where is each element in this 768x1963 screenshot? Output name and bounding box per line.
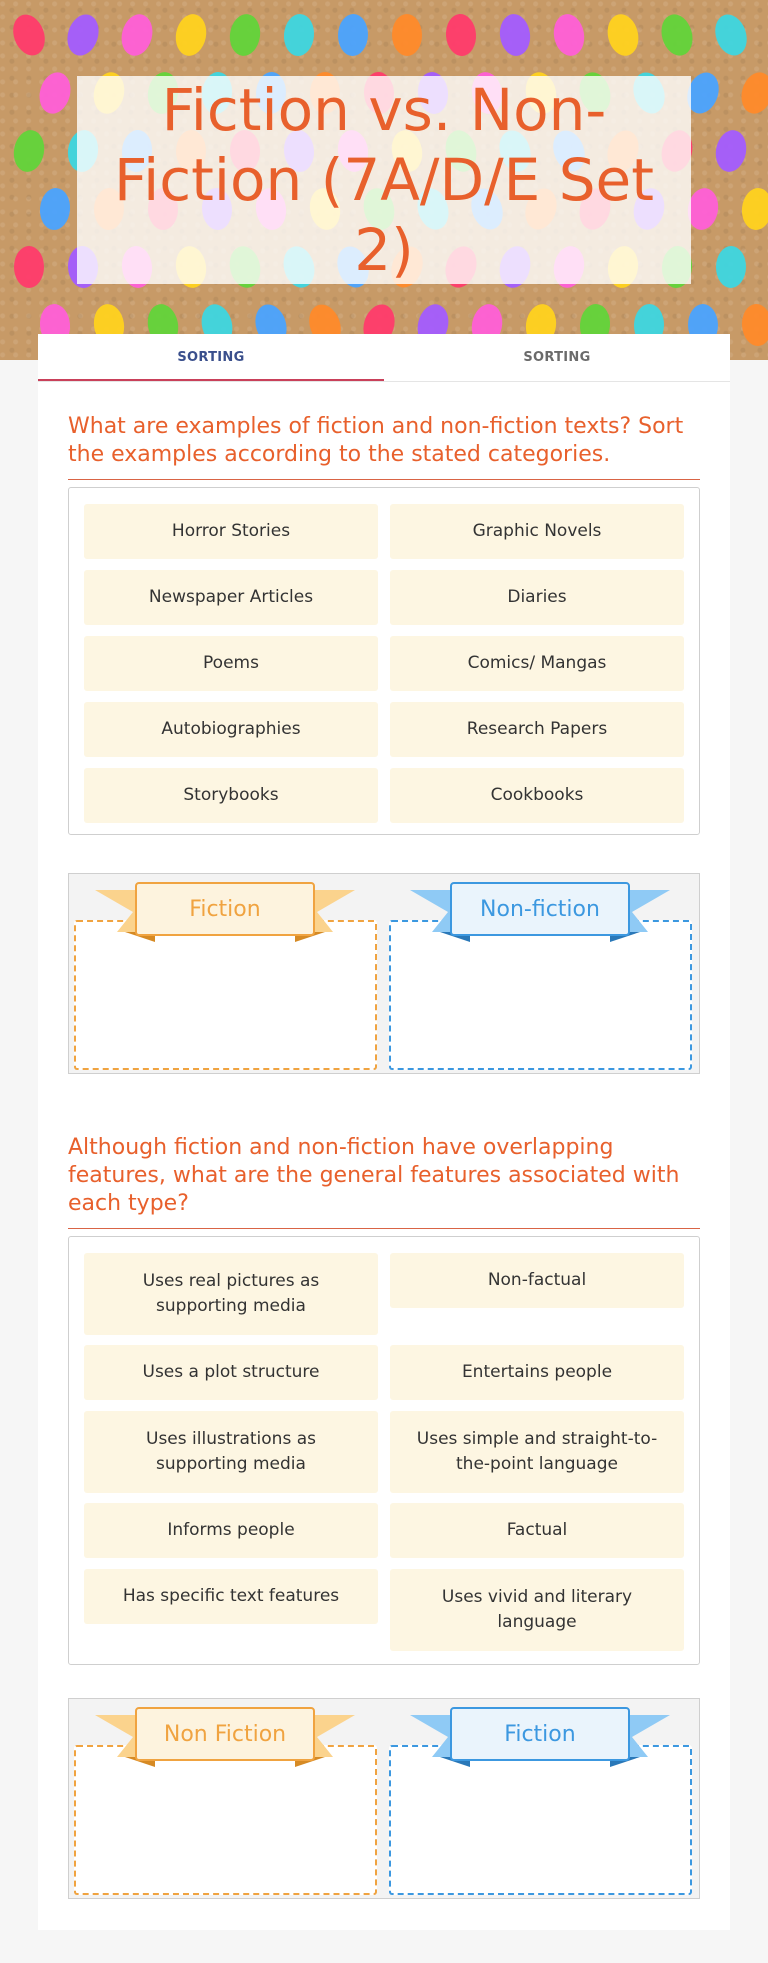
sorting-area-1	[68, 873, 700, 1074]
worksheet-card	[38, 334, 730, 1930]
bank-1-left-column	[84, 504, 378, 823]
tab-sorting-2[interactable]: SORTING	[523, 350, 591, 365]
polka-dot	[8, 10, 51, 60]
draggable-item[interactable]: Has specific text features	[84, 1569, 378, 1624]
polka-dot	[712, 128, 749, 175]
category-ribbon-fiction	[95, 882, 355, 948]
draggable-item[interactable]: Informs people	[84, 1503, 378, 1558]
polka-dot	[35, 69, 75, 117]
draggable-item[interactable]: Uses simple and straight-to-the-point language	[390, 1411, 684, 1493]
question-2: Although fiction and non-fiction have overlapping features, what are the general features associated with each type?	[68, 1134, 700, 1229]
polka-dot	[172, 12, 209, 59]
polka-dot	[227, 12, 263, 58]
polka-dot	[740, 187, 768, 232]
polka-dot	[337, 13, 368, 56]
draggable-item[interactable]: Uses vivid and literary language	[390, 1569, 684, 1651]
polka-dot	[445, 13, 478, 57]
draggable-item[interactable]: Uses real pictures as supporting media	[84, 1253, 378, 1335]
polka-dot	[282, 13, 316, 57]
polka-dot	[716, 246, 747, 289]
answer-bank-2	[68, 1236, 700, 1665]
header-banner	[0, 0, 768, 360]
category-ribbon-non-fiction	[410, 882, 670, 948]
question-1: What are examples of fiction and non-fiction texts? Sort the examples according to the stated categories.	[68, 413, 700, 480]
category-label: Non Fiction	[135, 1707, 315, 1761]
draggable-item[interactable]: Comics/ Mangas	[390, 636, 684, 691]
polka-dot	[764, 10, 768, 59]
answer-bank-1	[68, 487, 700, 835]
sorting-area-2	[68, 1698, 700, 1899]
polka-dot	[551, 12, 588, 59]
polka-dot	[498, 12, 533, 57]
bank-1-right-column	[390, 504, 684, 823]
polka-dot	[657, 11, 697, 60]
polka-dot	[710, 10, 752, 59]
polka-dot	[63, 11, 104, 60]
category-label: Fiction	[135, 882, 315, 936]
category-ribbon-fiction	[410, 1707, 670, 1773]
polka-dot	[14, 246, 44, 288]
category-label: Non-fiction	[450, 882, 630, 936]
tab-bar	[38, 334, 730, 382]
draggable-item[interactable]: Graphic Novels	[390, 504, 684, 559]
draggable-item[interactable]: Horror Stories	[84, 504, 378, 559]
bank-2-left-column	[84, 1253, 378, 1651]
polka-dot	[604, 11, 643, 59]
draggable-item[interactable]: Uses illustrations as supporting media	[84, 1411, 378, 1493]
draggable-item[interactable]: Autobiographies	[84, 702, 378, 757]
draggable-item[interactable]: Factual	[390, 1503, 684, 1558]
draggable-item[interactable]: Uses a plot structure	[84, 1345, 378, 1400]
draggable-item[interactable]: Diaries	[390, 570, 684, 625]
polka-dot	[392, 14, 423, 57]
draggable-item[interactable]: Entertains people	[390, 1345, 684, 1400]
polka-dot	[737, 69, 768, 118]
draggable-item[interactable]: Cookbooks	[390, 768, 684, 823]
category-label: Fiction	[450, 1707, 630, 1761]
polka-dot	[741, 303, 768, 347]
draggable-item[interactable]: Storybooks	[84, 768, 378, 823]
polka-dot	[38, 187, 72, 231]
draggable-item[interactable]: Research Papers	[390, 702, 684, 757]
polka-dot	[11, 128, 48, 175]
draggable-item[interactable]: Poems	[84, 636, 378, 691]
page-title: Fiction vs. Non-Fiction (7A/D/E Set 2)	[114, 76, 654, 284]
draggable-item[interactable]: Newspaper Articles	[84, 570, 378, 625]
title-box	[77, 76, 691, 284]
tab-sorting-1[interactable]: SORTING	[38, 334, 384, 381]
draggable-item[interactable]: Non-factual	[390, 1253, 684, 1308]
category-ribbon-non-fiction	[95, 1707, 355, 1773]
polka-dot	[117, 11, 156, 59]
bank-2-right-column	[390, 1253, 684, 1651]
